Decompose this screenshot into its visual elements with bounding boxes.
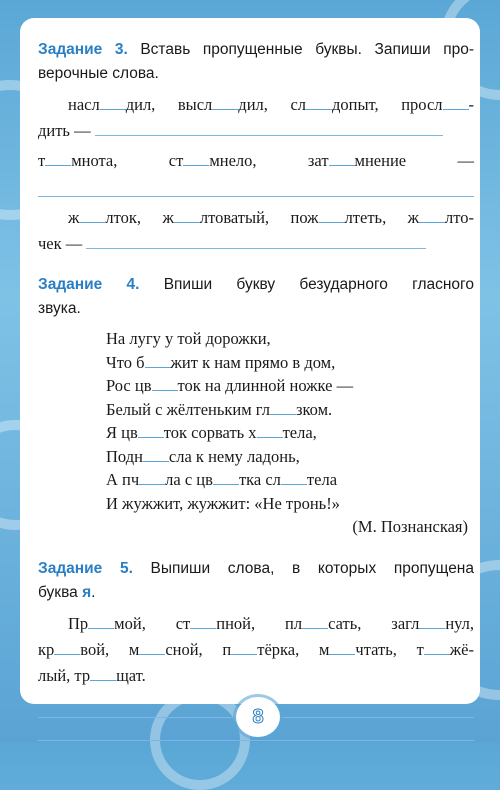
- blank[interactable]: [419, 614, 445, 629]
- blank[interactable]: [54, 640, 80, 655]
- blank[interactable]: [139, 640, 165, 655]
- answer-line[interactable]: [38, 174, 474, 197]
- task-4: [38, 273, 474, 539]
- task-5-instruction: Выпиши слова, в которых пропущена: [150, 559, 474, 577]
- task-5-label: Задание 5.: [38, 559, 133, 577]
- task-4-label: Задание 4.: [38, 276, 140, 293]
- blank[interactable]: [213, 470, 239, 485]
- task-3-label: Задание 3.: [38, 41, 128, 58]
- poem-line: И жужжит, жужжит: «Не тронь!»: [106, 493, 340, 513]
- blank[interactable]: [257, 423, 283, 438]
- task-3-line-5: чек —: [38, 231, 474, 257]
- page-number-badge: [236, 697, 280, 737]
- task-5-instruction-cont: буква я.: [38, 583, 96, 601]
- task-5-line-1: Пр мой, ст пной, пл сать, загл нул,: [68, 613, 475, 633]
- blank[interactable]: [174, 208, 200, 223]
- poem-author: (М. Познанская): [352, 517, 468, 536]
- blank[interactable]: [419, 208, 445, 223]
- blank[interactable]: [152, 376, 178, 391]
- poem-line: На лугу у той дорожки,: [106, 329, 271, 348]
- task-5-line-2: кр вой, м сной, п тёрка, м чтать, т жё-: [38, 639, 474, 659]
- task-3-line-3: т мнота, ст мнело, зат мнение —: [38, 151, 474, 170]
- blank[interactable]: [329, 151, 355, 166]
- blank[interactable]: [302, 614, 328, 629]
- blank[interactable]: [424, 640, 450, 655]
- task-3-line-2: дить —: [38, 118, 474, 144]
- blank[interactable]: [88, 614, 114, 629]
- page-content: [38, 38, 474, 741]
- task-4-instruction-cont: звука.: [38, 300, 81, 317]
- blank[interactable]: [306, 95, 332, 110]
- task-5-line-3: лый, тр щат.: [38, 665, 146, 685]
- poem-line: Рос цв ток на длинной ножке —: [106, 376, 354, 395]
- blank[interactable]: [443, 95, 469, 110]
- blank[interactable]: [190, 614, 216, 629]
- blank[interactable]: [138, 423, 164, 438]
- page-number: 8: [252, 705, 264, 728]
- poem-line: Белый с жёлтеньким гл зком.: [106, 399, 333, 419]
- blank[interactable]: [212, 95, 238, 110]
- task-3-instruction-cont: верочные слова.: [38, 65, 159, 82]
- task-3-line-4: ж лток, ж лтоватый, пож лтеть, ж лто-: [68, 208, 475, 227]
- poem-line: Подн сла к нему ладонь,: [106, 446, 300, 466]
- blank[interactable]: [145, 353, 171, 368]
- blank[interactable]: [183, 151, 209, 166]
- poem-line: А пч ла с цв тка сл тела: [106, 470, 338, 489]
- task-3: [38, 38, 474, 257]
- answer-line[interactable]: [95, 125, 443, 136]
- poem-line: Что б жит к нам прямо в дом,: [106, 352, 336, 372]
- task-4-instruction: Впиши букву безударного гласного: [163, 276, 474, 293]
- blank[interactable]: [270, 400, 296, 415]
- blank[interactable]: [281, 470, 307, 485]
- blank[interactable]: [143, 447, 169, 462]
- blank[interactable]: [319, 208, 345, 223]
- blank[interactable]: [45, 151, 71, 166]
- task-3-line-1: насл дил, высл дил, сл допыт, просл -: [68, 95, 475, 114]
- blank[interactable]: [90, 666, 116, 681]
- poem-line: Я цв ток сорвать х тела,: [106, 423, 317, 442]
- blank[interactable]: [329, 640, 355, 655]
- blank[interactable]: [100, 95, 126, 110]
- blank[interactable]: [79, 208, 105, 223]
- blank[interactable]: [231, 640, 257, 655]
- answer-line[interactable]: [86, 238, 426, 249]
- blank[interactable]: [139, 470, 165, 485]
- task-3-instruction: Вставь пропущенные буквы. Запиши про-: [140, 41, 474, 58]
- highlight-letter: я: [82, 583, 92, 601]
- poem: [106, 327, 474, 539]
